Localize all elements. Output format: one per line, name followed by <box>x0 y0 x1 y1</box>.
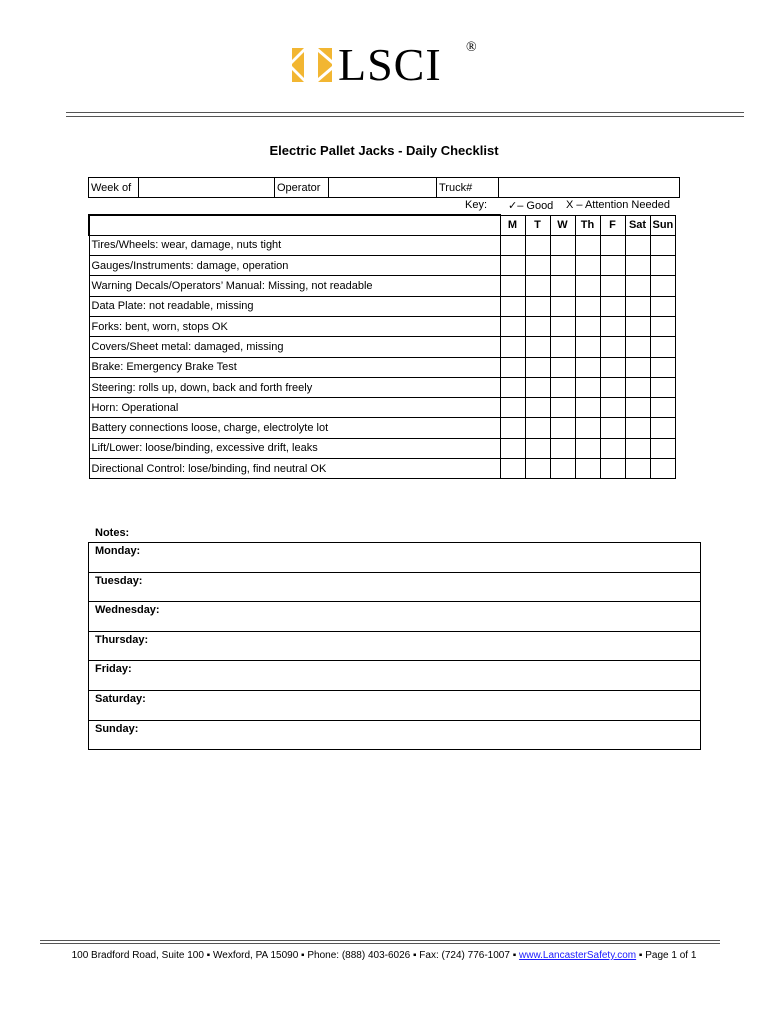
check-cell-m[interactable] <box>500 398 525 418</box>
notes-day-label: Sunday: <box>95 722 139 735</box>
check-cell-t[interactable] <box>525 256 550 276</box>
check-cell-sat[interactable] <box>625 337 650 357</box>
check-cell-f[interactable] <box>600 316 625 336</box>
website-link[interactable]: www.LancasterSafety.com <box>519 950 637 961</box>
key-label: Key: <box>465 199 488 211</box>
checklist-row <box>89 357 676 377</box>
check-cell-th[interactable] <box>575 357 600 377</box>
notes-row <box>89 572 701 602</box>
items-header <box>89 215 500 235</box>
checklist-row <box>89 296 676 316</box>
check-cell-w[interactable] <box>550 276 575 296</box>
checklist-row <box>89 418 676 438</box>
notes-day-label: Monday: <box>95 545 141 557</box>
operator-label: Operator <box>275 178 329 198</box>
check-cell-m[interactable] <box>500 459 525 479</box>
check-cell-sat[interactable] <box>625 256 650 276</box>
notes-row <box>89 690 701 720</box>
check-cell-w[interactable] <box>550 337 575 357</box>
check-cell-f[interactable] <box>600 235 625 255</box>
key-good <box>508 199 553 212</box>
day-header-f: F <box>600 215 625 235</box>
check-cell-th[interactable] <box>575 398 600 418</box>
notes-day-label: Friday: <box>95 663 132 676</box>
notes-day-field[interactable] <box>89 661 701 691</box>
notes-label: Notes: <box>95 527 130 539</box>
check-cell-w[interactable] <box>550 459 575 479</box>
checkmark-icon: ✓ <box>508 200 518 212</box>
check-cell-sat[interactable] <box>625 438 650 458</box>
check-cell-w[interactable] <box>550 357 575 377</box>
check-cell-m[interactable] <box>500 337 525 357</box>
check-cell-sun[interactable] <box>650 418 676 438</box>
check-cell-th[interactable] <box>575 418 600 438</box>
header-rule <box>66 112 744 113</box>
footer-rule-thin <box>40 943 720 944</box>
check-cell-sat[interactable] <box>625 418 650 438</box>
week-of-field[interactable] <box>139 178 275 198</box>
notes-row <box>89 720 701 750</box>
check-cell-w[interactable] <box>550 398 575 418</box>
header-info-table <box>88 177 680 198</box>
footer-address: 100 Bradford Road, Suite 100 ▪ Wexford, PA 15090 ▪ Phone: (888) 403-6026 ▪ Fax: (724) 776-1007 ▪ <box>71 950 520 961</box>
checklist-item-label: Horn: Operational <box>89 398 500 418</box>
check-cell-t[interactable] <box>525 377 550 397</box>
check-cell-th[interactable] <box>575 316 600 336</box>
check-cell-t[interactable] <box>525 438 550 458</box>
check-cell-m[interactable] <box>500 256 525 276</box>
check-cell-sun[interactable] <box>650 357 676 377</box>
notes-day-label: Thursday: <box>95 633 149 646</box>
check-cell-sat[interactable] <box>625 377 650 397</box>
check-cell-w[interactable] <box>550 438 575 458</box>
document-title: Electric Pallet Jacks - Daily Checklist <box>269 143 499 158</box>
key-good-text: – Good <box>517 200 554 212</box>
check-cell-sat[interactable] <box>625 459 650 479</box>
check-cell-sat[interactable] <box>625 235 650 255</box>
check-cell-m[interactable] <box>500 438 525 458</box>
notes-day-field[interactable] <box>89 543 701 573</box>
footer <box>0 950 768 961</box>
checklist-row <box>89 235 676 255</box>
notes-day-field[interactable] <box>89 572 701 602</box>
check-cell-m[interactable] <box>500 276 525 296</box>
notes-day-label: Wednesday: <box>95 604 160 617</box>
notes-day-field[interactable] <box>89 690 701 720</box>
check-cell-f[interactable] <box>600 296 625 316</box>
check-cell-sat[interactable] <box>625 398 650 418</box>
check-cell-sat[interactable] <box>625 296 650 316</box>
check-cell-f[interactable] <box>600 337 625 357</box>
check-cell-th[interactable] <box>575 377 600 397</box>
check-cell-sun[interactable] <box>650 316 676 336</box>
check-cell-th[interactable] <box>575 337 600 357</box>
check-cell-m[interactable] <box>500 316 525 336</box>
checklist-table <box>88 214 676 479</box>
checklist-item-label: Covers/Sheet metal: damaged, missing <box>89 337 500 357</box>
check-cell-sat[interactable] <box>625 276 650 296</box>
check-cell-t[interactable] <box>525 398 550 418</box>
check-cell-th[interactable] <box>575 438 600 458</box>
truck-field[interactable] <box>499 178 680 198</box>
check-cell-th[interactable] <box>575 235 600 255</box>
check-cell-sun[interactable] <box>650 256 676 276</box>
day-header-sun: Sun <box>650 215 676 235</box>
check-cell-t[interactable] <box>525 296 550 316</box>
checklist-row <box>89 316 676 336</box>
week-of-label: Week of <box>89 178 139 198</box>
check-cell-m[interactable] <box>500 357 525 377</box>
checklist-item-label: Steering: rolls up, down, back and forth freely <box>89 377 500 397</box>
footer-rule <box>40 940 720 941</box>
check-cell-t[interactable] <box>525 235 550 255</box>
key-attention: X – Attention Needed <box>566 199 670 211</box>
check-cell-sun[interactable] <box>650 276 676 296</box>
checklist-row <box>89 398 676 418</box>
check-cell-m[interactable] <box>500 418 525 438</box>
checklist-item-label: Forks: bent, worn, stops OK <box>89 316 500 336</box>
check-cell-th[interactable] <box>575 256 600 276</box>
check-cell-f[interactable] <box>600 398 625 418</box>
check-cell-sat[interactable] <box>625 316 650 336</box>
checklist-item-label: Data Plate: not readable, missing <box>89 296 500 316</box>
check-cell-w[interactable] <box>550 235 575 255</box>
check-cell-sun[interactable] <box>650 235 676 255</box>
notes-day-label: Tuesday: <box>95 574 143 587</box>
check-cell-t[interactable] <box>525 337 550 357</box>
operator-field[interactable] <box>329 178 437 198</box>
checklist-row <box>89 438 676 458</box>
day-header-sat: Sat <box>625 215 650 235</box>
check-cell-sat[interactable] <box>625 357 650 377</box>
notes-row <box>89 543 701 573</box>
check-cell-f[interactable] <box>600 418 625 438</box>
day-header-row <box>89 215 676 235</box>
checklist-row <box>89 337 676 357</box>
checklist-row <box>89 377 676 397</box>
day-header-w: W <box>550 215 575 235</box>
truck-label: Truck# <box>437 178 499 198</box>
notes-row <box>89 602 701 632</box>
checklist-row <box>89 459 676 479</box>
check-cell-th[interactable] <box>575 296 600 316</box>
check-cell-f[interactable] <box>600 377 625 397</box>
check-cell-th[interactable] <box>575 459 600 479</box>
notes-day-label: Saturday: <box>95 692 146 705</box>
check-cell-t[interactable] <box>525 316 550 336</box>
notes-day-field[interactable] <box>89 602 701 632</box>
check-cell-t[interactable] <box>525 418 550 438</box>
footer-page: ▪ Page 1 of 1 <box>636 950 697 961</box>
check-cell-m[interactable] <box>500 377 525 397</box>
check-cell-t[interactable] <box>525 276 550 296</box>
notes-day-field[interactable] <box>89 631 701 661</box>
check-cell-th[interactable] <box>575 276 600 296</box>
header-rule-thin <box>66 116 744 117</box>
check-cell-f[interactable] <box>600 357 625 377</box>
day-header-t: T <box>525 215 550 235</box>
checklist-row <box>89 256 676 276</box>
lsci-logo-mark-icon <box>290 46 334 84</box>
notes-row <box>89 631 701 661</box>
check-cell-t[interactable] <box>525 459 550 479</box>
check-cell-m[interactable] <box>500 296 525 316</box>
checklist-item-label: Warning Decals/Operators’ Manual: Missing, not readable <box>89 276 500 296</box>
check-cell-t[interactable] <box>525 357 550 377</box>
checklist-item-label: Battery connections loose, charge, electrolyte lot <box>89 418 500 438</box>
check-cell-w[interactable] <box>550 418 575 438</box>
check-cell-f[interactable] <box>600 459 625 479</box>
check-cell-sun[interactable] <box>650 459 676 479</box>
check-cell-w[interactable] <box>550 256 575 276</box>
day-header-th: Th <box>575 215 600 235</box>
check-cell-sun[interactable] <box>650 377 676 397</box>
checklist-item-label: Brake: Emergency Brake Test <box>89 357 500 377</box>
registered-mark: ® <box>466 40 477 55</box>
check-cell-w[interactable] <box>550 377 575 397</box>
check-cell-sun[interactable] <box>650 438 676 458</box>
notes-row <box>89 661 701 691</box>
checklist-item-label: Directional Control: lose/binding, find neutral OK <box>89 459 500 479</box>
checklist-item-label: Tires/Wheels: wear, damage, nuts tight <box>89 235 500 255</box>
check-cell-w[interactable] <box>550 296 575 316</box>
checklist-row <box>89 276 676 296</box>
check-cell-sun[interactable] <box>650 337 676 357</box>
logo-text: LSCI <box>338 39 442 90</box>
check-cell-f[interactable] <box>600 438 625 458</box>
notes-day-field[interactable] <box>89 720 701 750</box>
check-cell-f[interactable] <box>600 256 625 276</box>
company-logo <box>290 40 442 90</box>
checklist-item-label: Lift/Lower: loose/binding, excessive drift, leaks <box>89 438 500 458</box>
notes-table <box>88 542 701 750</box>
checklist-item-label: Gauges/Instruments: damage, operation <box>89 256 500 276</box>
check-cell-sun[interactable] <box>650 398 676 418</box>
check-cell-sun[interactable] <box>650 296 676 316</box>
day-header-m: M <box>500 215 525 235</box>
check-cell-f[interactable] <box>600 276 625 296</box>
check-cell-w[interactable] <box>550 316 575 336</box>
check-cell-m[interactable] <box>500 235 525 255</box>
